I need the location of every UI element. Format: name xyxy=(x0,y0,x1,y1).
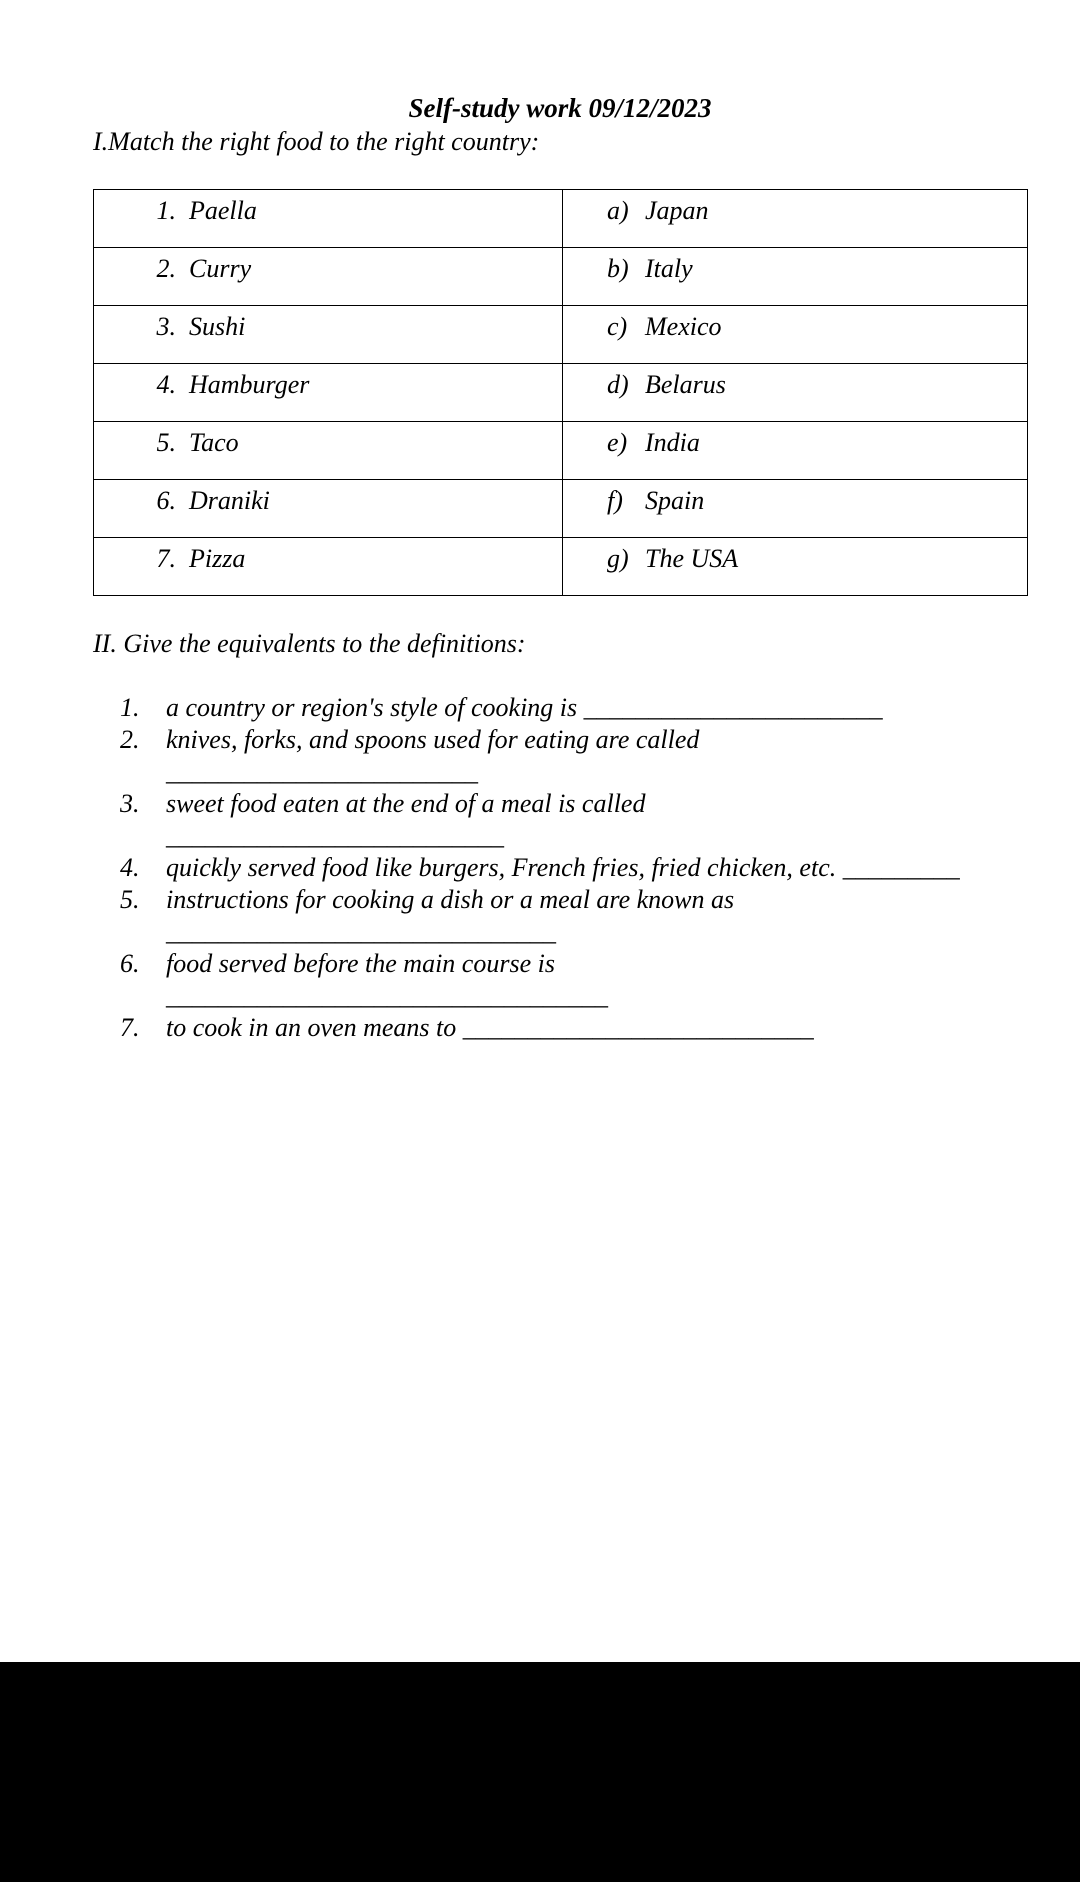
answer-blank: ______________________________ xyxy=(166,917,556,946)
item-number: 2. xyxy=(120,725,140,754)
country-cell xyxy=(563,306,1028,364)
country-cell xyxy=(563,364,1028,422)
definition-text xyxy=(166,724,1040,788)
definition-text xyxy=(166,948,1040,1012)
food-cell xyxy=(94,248,563,306)
country-letter: f) xyxy=(607,486,623,515)
item-number: 7. xyxy=(120,1013,140,1042)
list-item xyxy=(120,852,1040,884)
country-name: Belarus xyxy=(645,370,726,399)
item-number: 6. xyxy=(120,949,140,978)
food-name: Hamburger xyxy=(189,370,310,399)
definition-line: a country or region's style of cooking is _______________________ xyxy=(166,693,883,722)
answer-blank: __________________________ xyxy=(166,821,504,850)
country-letter: b) xyxy=(607,254,629,283)
country-letter: a) xyxy=(607,196,629,225)
list-item xyxy=(120,692,1040,724)
definition-line: quickly served food like burgers, French fries, fried chicken, etc. _________ xyxy=(166,853,960,882)
section-2-heading: II. Give the equivalents to the definitions: xyxy=(93,629,526,658)
definition-line: to cook in an oven means to ___________________________ xyxy=(166,1013,814,1042)
food-number: 3. xyxy=(156,312,176,341)
matching-table xyxy=(93,189,1028,596)
answer-blank: __________________________________ xyxy=(166,981,608,1010)
food-number: 2. xyxy=(156,254,176,283)
food-name: Pizza xyxy=(189,544,246,573)
definitions-list xyxy=(120,692,1040,1044)
item-number: 4. xyxy=(120,853,140,882)
item-number: 5. xyxy=(120,885,140,914)
food-cell xyxy=(94,306,563,364)
definition-text xyxy=(166,692,1040,724)
list-item xyxy=(120,948,1040,1012)
table-row xyxy=(94,422,1028,480)
definition-line: food served before the main course is xyxy=(166,949,555,978)
table-row xyxy=(94,248,1028,306)
country-name: Mexico xyxy=(645,312,722,341)
list-item xyxy=(120,884,1040,948)
country-name: Italy xyxy=(645,254,693,283)
list-item xyxy=(120,1012,1040,1044)
table-row xyxy=(94,190,1028,248)
food-name: Taco xyxy=(189,428,239,457)
item-number: 3. xyxy=(120,789,140,818)
section-1-heading: I.Match the right food to the right country: xyxy=(93,127,540,156)
country-letter: e) xyxy=(607,428,628,457)
country-cell xyxy=(563,422,1028,480)
item-number: 1. xyxy=(120,693,140,722)
country-letter: c) xyxy=(607,312,628,341)
food-cell xyxy=(94,538,563,596)
food-name: Sushi xyxy=(189,312,246,341)
food-number: 4. xyxy=(156,370,176,399)
food-number: 7. xyxy=(156,544,176,573)
country-name: Japan xyxy=(645,196,709,225)
definition-line: sweet food eaten at the end of a meal is called xyxy=(166,789,646,818)
list-item xyxy=(120,788,1040,852)
definition-text xyxy=(166,1012,1040,1044)
food-number: 5. xyxy=(156,428,176,457)
table-row xyxy=(94,364,1028,422)
definition-text xyxy=(166,884,1040,948)
table-row xyxy=(94,306,1028,364)
country-name: India xyxy=(645,428,700,457)
country-cell xyxy=(563,190,1028,248)
country-name: The USA xyxy=(645,544,739,573)
food-number: 1. xyxy=(156,196,176,225)
definition-text xyxy=(166,852,1040,884)
answer-blank: ________________________ xyxy=(166,757,478,786)
table-row xyxy=(94,538,1028,596)
table-row xyxy=(94,480,1028,538)
country-letter: d) xyxy=(607,370,629,399)
food-cell xyxy=(94,480,563,538)
page-title: Self-study work 09/12/2023 xyxy=(408,93,712,123)
food-name: Draniki xyxy=(189,486,270,515)
definition-text xyxy=(166,788,1040,852)
country-name: Spain xyxy=(645,486,705,515)
food-name: Curry xyxy=(189,254,252,283)
country-letter: g) xyxy=(607,544,629,573)
food-cell xyxy=(94,190,563,248)
list-item xyxy=(120,724,1040,788)
food-name: Paella xyxy=(189,196,257,225)
food-cell xyxy=(94,422,563,480)
country-cell xyxy=(563,538,1028,596)
food-number: 6. xyxy=(156,486,176,515)
country-cell xyxy=(563,248,1028,306)
definition-line: instructions for cooking a dish or a meal are known as xyxy=(166,885,735,914)
country-cell xyxy=(563,480,1028,538)
food-cell xyxy=(94,364,563,422)
definition-line: knives, forks, and spoons used for eating are called xyxy=(166,725,700,754)
